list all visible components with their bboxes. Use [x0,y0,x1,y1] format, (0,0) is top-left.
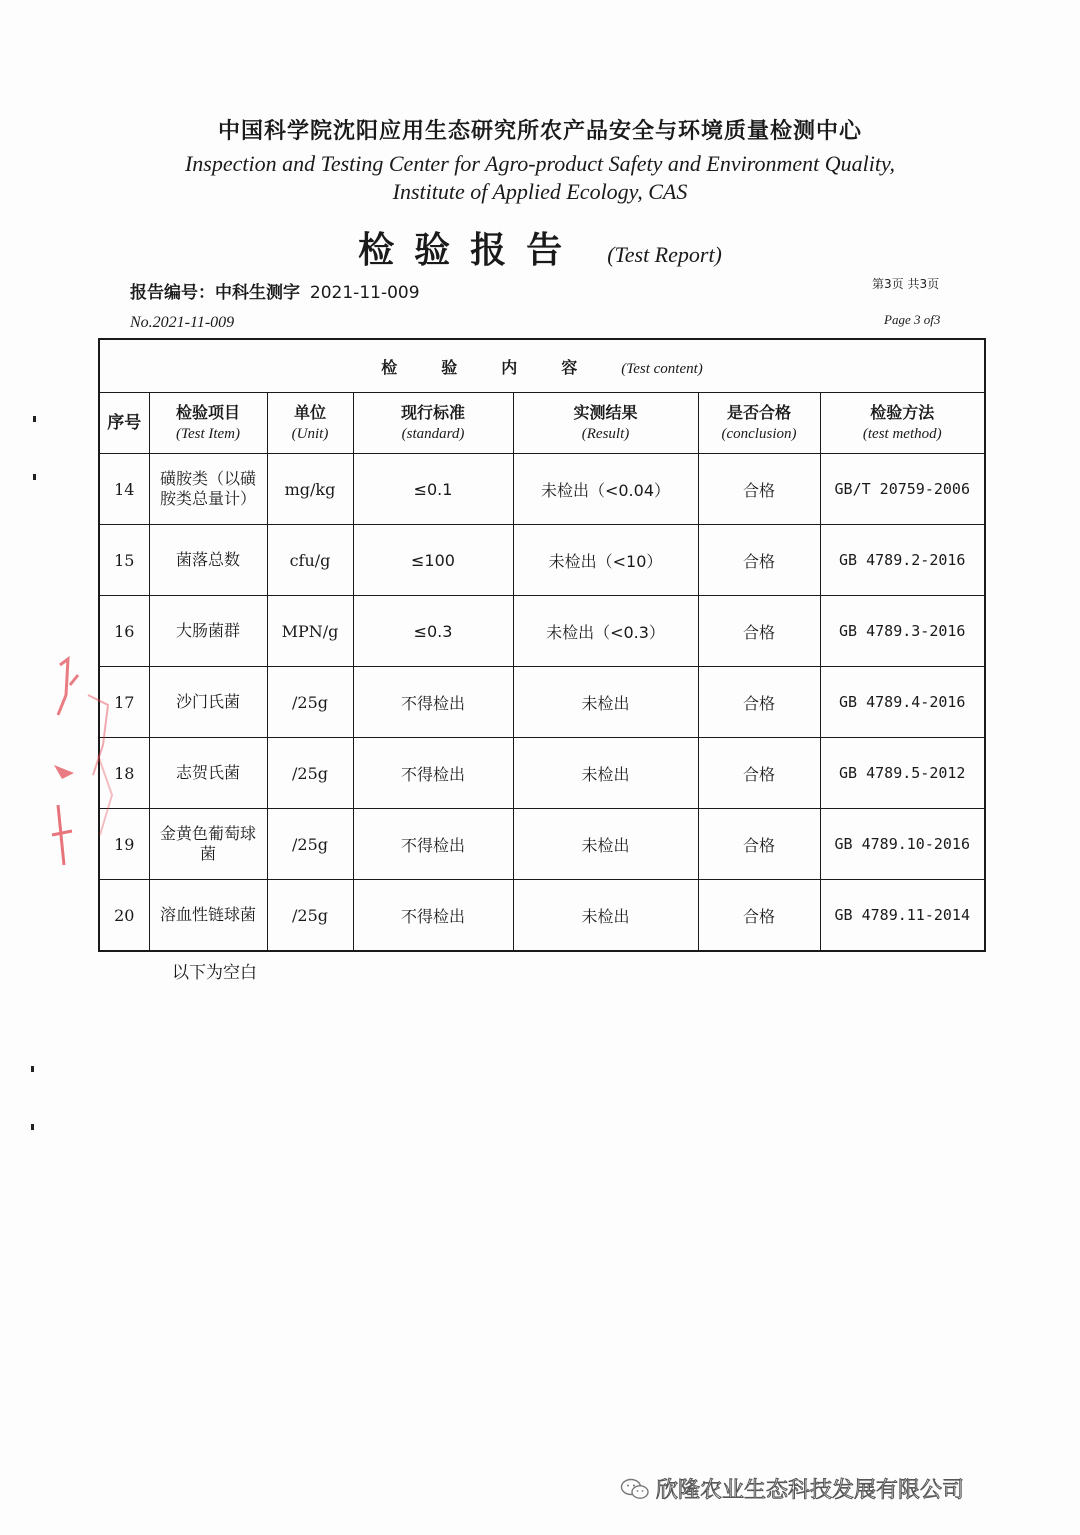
cell-conclusion: 合格 [698,596,820,667]
cell-result: 未检出（<0.3） [513,596,698,667]
cell-method: GB 4789.10-2016 [820,809,985,880]
cell-result: 未检出 [513,738,698,809]
cell-result: 未检出（<10） [513,525,698,596]
cell-conclusion: 合格 [698,738,820,809]
cell-method: GB 4789.3-2016 [820,596,985,667]
cell-conclusion: 合格 [698,667,820,738]
cell-result: 未检出 [513,880,698,952]
cell-unit: MPN/g [267,596,353,667]
cell-unit: /25g [267,880,353,952]
cell-conclusion: 合格 [698,525,820,596]
section-title-cn: 检验内容 [381,357,622,377]
cell-item: 金黄色葡萄球菌 [149,809,267,880]
cell-result: 未检出 [513,667,698,738]
cell-conclusion: 合格 [698,880,820,952]
blank-below-note: 以下为空白 [172,963,257,983]
cell-conclusion: 合格 [698,809,820,880]
cell-standard: ≤100 [353,525,513,596]
cell-item: 沙门氏菌 [149,667,267,738]
report-number-label: 报告编号：中科生测字 [130,283,300,303]
cell-method: GB 4789.11-2014 [820,880,985,952]
table-row [99,454,985,525]
cell-no: 18 [99,738,149,809]
cell-standard: 不得检出 [353,880,513,952]
cell-unit: /25g [267,667,353,738]
cell-no: 19 [99,809,149,880]
watermark [620,1473,964,1504]
page-indicator-cn: 第3页 共3页 [872,277,940,291]
test-results-table [98,338,986,952]
cell-method: GB/T 20759-2006 [820,454,985,525]
cell-item: 溶血性链球菌 [149,880,267,952]
report-number-value: 2021-11-009 [309,283,420,303]
cell-no: 20 [99,880,149,952]
cell-no: 14 [99,454,149,525]
cell-no: 16 [99,596,149,667]
table-section-title [99,339,985,393]
table-row [99,667,985,738]
watermark-text: 欣隆农业生态科技发展有限公司 [656,1478,965,1503]
cell-item: 磺胺类（以磺胺类总量计） [149,454,267,525]
table-header-row [99,393,985,454]
table-row [99,525,985,596]
scan-mark [31,1066,34,1072]
column-header: 序号 [99,393,149,454]
cell-unit: cfu/g [267,525,353,596]
report-number [130,278,420,303]
cell-unit: /25g [267,809,353,880]
wechat-icon [620,1477,650,1501]
cell-standard: ≤0.1 [353,454,513,525]
cell-standard: 不得检出 [353,809,513,880]
cell-item: 大肠菌群 [149,596,267,667]
page-indicator-en: Page 3 of3 [884,312,941,327]
seal-stamp [48,655,118,885]
table-row [99,809,985,880]
cell-unit: /25g [267,738,353,809]
cell-standard: 不得检出 [353,738,513,809]
report-title-en: (Test Report) [607,242,722,267]
cell-conclusion: 合格 [698,454,820,525]
column-header: 现行标准 (standard) [353,393,513,454]
institution-name-cn: 中国科学院沈阳应用生态研究所农产品安全与环境质量检测中心 [217,119,862,144]
cell-standard: 不得检出 [353,667,513,738]
institution-name-en-line1: Inspection and Testing Center for Agro-product Safety and Environment Quality, [184,151,896,176]
scan-mark [31,1124,34,1130]
cell-method: GB 4789.5-2012 [820,738,985,809]
column-header: 检验项目 (Test Item) [149,393,267,454]
report-title [0,222,1080,273]
column-header: 检验方法 (test method) [820,393,985,454]
column-header: 单位 (Unit) [267,393,353,454]
cell-method: GB 4789.4-2016 [820,667,985,738]
cell-item: 志贺氏菌 [149,738,267,809]
cell-unit: mg/kg [267,454,353,525]
scan-mark [33,416,36,422]
table-row [99,880,985,952]
table-row [99,596,985,667]
report-number-en: No.2021-11-009 [130,314,235,331]
scan-mark [33,474,36,480]
report-title-cn: 检验报告 [358,230,583,271]
institution-name-en-line2: Institute of Applied Ecology, CAS [392,179,688,204]
cell-no: 15 [99,525,149,596]
cell-no: 17 [99,667,149,738]
cell-result: 未检出 [513,809,698,880]
cell-result: 未检出（<0.04） [513,454,698,525]
section-title-en: (Test content) [621,360,703,377]
cell-standard: ≤0.3 [353,596,513,667]
column-header: 实测结果 (Result) [513,393,698,454]
column-header: 是否合格 (conclusion) [698,393,820,454]
cell-item: 菌落总数 [149,525,267,596]
cell-method: GB 4789.2-2016 [820,525,985,596]
table-row [99,738,985,809]
